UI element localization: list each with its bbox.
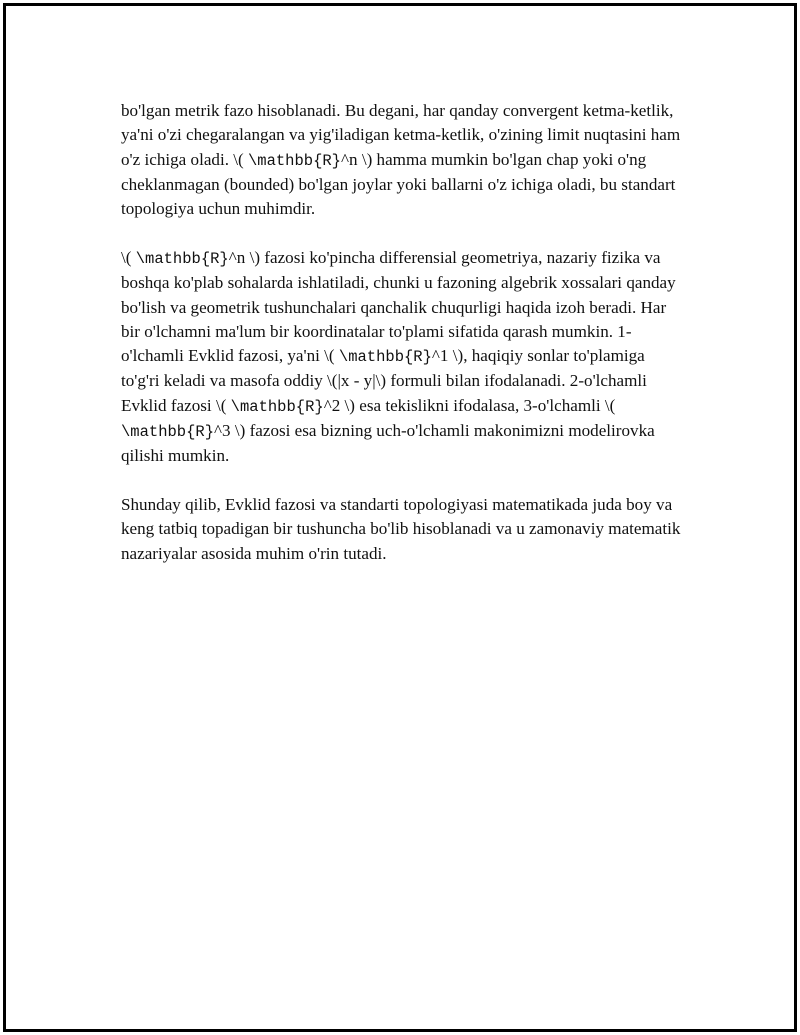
text-run: bo'lgan metrik fazo hisoblanadi. Bu degani, har qanday convergent ketma-ketlik, ya'ni o'zi chegaralangan va yig'iladigan ketma-ketlik, o'zining limit nuqtasini ham o'z ichiga oladi. \( [121,101,681,169]
text-run: ^2 \) esa tekislikni ifodalasa, 3-o'lchamli \( [323,395,616,415]
paragraph-3 [121,493,681,566]
latex-command: \mathbb{R} [230,397,324,416]
latex-command: \mathbb{R} [247,151,341,170]
page-frame [3,3,797,1032]
latex-command: \mathbb{R} [135,249,229,268]
latex-command: \mathbb{R} [338,348,432,367]
text-run: ^3 \) fazosi esa bizning uch-o'lchamli makonimizni modelirovka qilishi mumkin. [121,421,655,466]
text-run: Shunday qilib, Evklid fazosi va standarti topologiyasi matematikada juda boy va keng tatbiq topadigan bir tushuncha bo'lib hisoblanadi va u zamonaviy matematik nazariyalar asosida muhim o'rin tutadi. [121,495,681,563]
text-run: ^n \) fazosi ko'pincha differensial geometriya, nazariy fizika va boshqa ko'plab sohalarda ishlatiladi, chunki u fazoning algebrik xossalari qanday bo'lish va geometrik tushunchalari qanchalik chuqurligi haqida izoh beradi. Har bir o'lchamni ma'lum bir koordinatalar to'plami sifatida qarash mumkin. 1-o'lchamli Evklid fazosi, ya'ni \( [121,247,676,366]
text-run: \( [121,247,136,267]
text-run: ^n \) hamma mumkin bo'lgan chap yoki o'ng cheklanmagan (bounded) bo'lgan joylar yoki ballarni o'z ichiga oladi, bu standart topologiya uchun muhimdir. [121,149,676,219]
document-body [121,99,681,591]
latex-command: \mathbb{R} [121,423,215,442]
text-run: ^1 \), haqiqiy sonlar to'plamiga to'g'ri keladi va masofa oddiy \(|x - y|\) formuli bilan ifodalanadi. 2-o'lchamli Evklid fazosi \( [121,346,647,415]
paragraph-2 [121,246,681,469]
paragraph-1 [121,99,681,221]
